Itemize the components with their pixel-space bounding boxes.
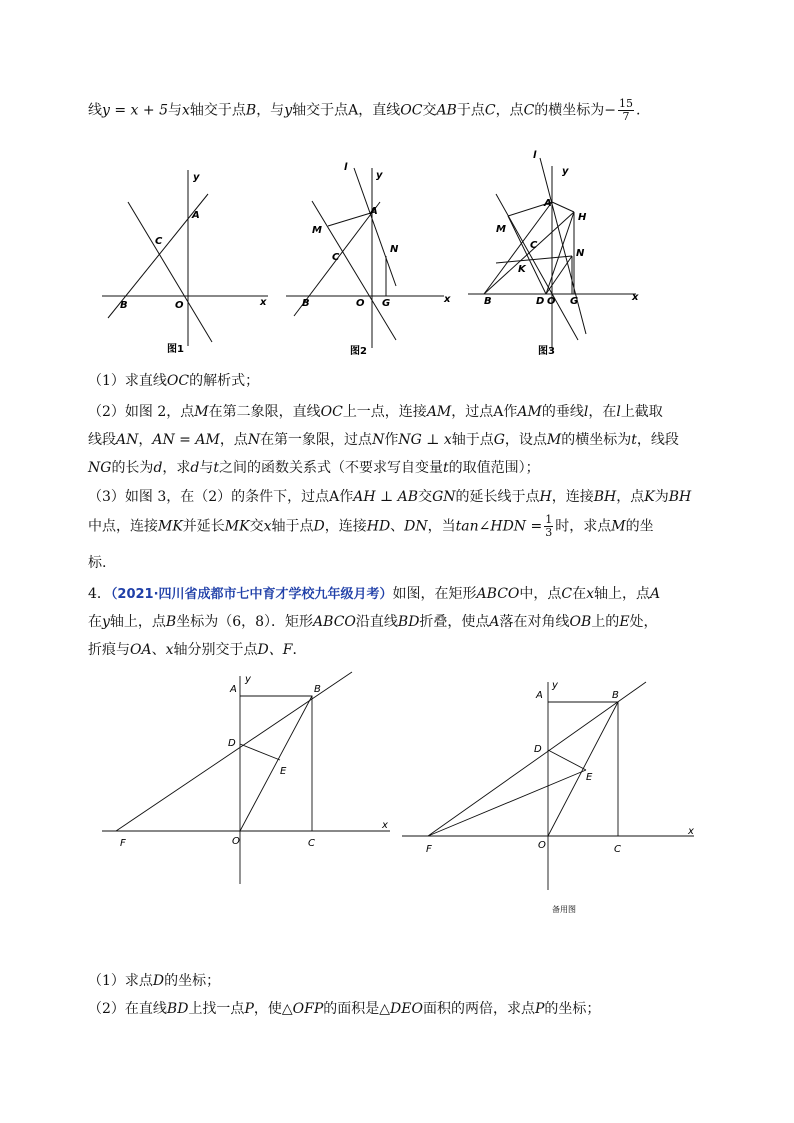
q3-part3-line1 <box>88 486 691 506</box>
label-C: C <box>530 240 538 251</box>
var: C <box>561 586 573 602</box>
text: 在第一象限，过点 <box>260 432 373 448</box>
label-l: l <box>344 162 348 173</box>
text: 上的 <box>591 614 620 630</box>
caption-fig2: 图2 <box>350 346 367 357</box>
var: E <box>619 614 630 630</box>
var: d <box>190 460 200 476</box>
text: 上一点，连接 <box>342 404 427 420</box>
var: HD <box>366 518 391 535</box>
var: l <box>616 404 621 420</box>
segment-de <box>548 750 586 770</box>
caption-backup: 备用图 <box>552 905 576 914</box>
text: （3）如图 3，在（2）的条件下，过点A作 <box>88 489 354 505</box>
label-A: A <box>536 690 543 701</box>
diagonal-ob <box>548 702 618 836</box>
label-N: N <box>390 244 399 255</box>
label-B: B <box>612 690 619 701</box>
line-l <box>354 168 396 286</box>
q4-figure-backup <box>400 676 700 916</box>
text: 轴于点 <box>451 432 494 448</box>
var: y <box>102 614 110 630</box>
label-H: H <box>578 212 587 223</box>
label-D: D <box>534 744 542 755</box>
label-x: x <box>444 294 451 305</box>
label-y: y <box>245 674 251 685</box>
text: 的取值范围）； <box>448 460 540 476</box>
var: x <box>165 642 174 658</box>
label-E: E <box>280 766 287 777</box>
var: OB <box>569 614 592 630</box>
var: M <box>611 518 626 535</box>
label-D: D <box>536 296 545 307</box>
var: AB <box>436 102 457 119</box>
text: 交 <box>422 102 437 119</box>
label-A: A <box>192 210 200 221</box>
caption-fig3: 图3 <box>538 346 555 357</box>
figure-1 <box>100 160 280 360</box>
text: 上找一点 <box>188 1001 245 1017</box>
denominator: 7 <box>622 110 630 123</box>
q4-line3 <box>88 639 306 659</box>
var: OC <box>166 373 190 389</box>
text: 的横坐标为 <box>561 432 632 448</box>
var: A <box>650 586 661 602</box>
text: ，点 <box>219 432 248 448</box>
label-x: x <box>260 297 267 308</box>
var: MK <box>224 518 250 535</box>
label-F: F <box>426 844 432 855</box>
label-E: E <box>586 772 593 783</box>
label-B: B <box>302 298 310 309</box>
text: ，直线 <box>358 102 401 119</box>
var: AM <box>426 404 452 420</box>
figure-3 <box>466 148 646 362</box>
label-F: F <box>120 838 126 849</box>
label-M: M <box>312 225 322 236</box>
intro-line <box>88 98 640 123</box>
text: ，当 <box>427 518 456 535</box>
label-C: C <box>308 838 315 849</box>
text: ，使△ <box>253 1001 293 1017</box>
var: ABCO <box>313 614 356 630</box>
text: ，线段 <box>636 432 679 448</box>
text: 于点 <box>456 102 485 119</box>
equation: AN = AM <box>152 432 220 448</box>
var: NG <box>88 460 112 476</box>
var: M <box>546 432 562 448</box>
label-M: M <box>496 224 506 235</box>
label-B: B <box>120 300 128 311</box>
text: 的长为 <box>111 460 154 476</box>
var: x <box>586 586 595 602</box>
text: 轴交于点 <box>292 102 349 119</box>
label-O: O <box>538 840 546 851</box>
label-y: y <box>552 680 558 691</box>
var: MK <box>158 518 183 535</box>
var: BD <box>166 1001 189 1017</box>
q3-part1 <box>88 370 259 390</box>
var: G <box>493 432 505 448</box>
label-G: G <box>382 298 391 309</box>
text: （2）如图 2，点 <box>88 404 195 420</box>
label-C: C <box>155 236 163 247</box>
var: D、F <box>257 642 293 658</box>
equation: y = x + 5 <box>102 102 168 119</box>
var: P <box>534 1001 545 1017</box>
text: ． <box>292 642 307 658</box>
var: OC <box>400 102 423 119</box>
caption-fig1: 图1 <box>167 344 184 355</box>
label-y: y <box>193 172 200 183</box>
line-fb <box>116 672 352 831</box>
text: 的延长线于点 <box>455 489 540 505</box>
text: 轴上，点 <box>594 586 651 602</box>
q3-part3-line2 <box>88 514 654 539</box>
var: ABCO <box>476 586 520 602</box>
var: H <box>539 489 552 505</box>
line-l <box>540 158 586 334</box>
label-O: O <box>356 298 365 309</box>
segment-de <box>240 744 280 760</box>
label-O: O <box>547 296 556 307</box>
var: x <box>263 518 272 535</box>
line-oc <box>312 201 396 340</box>
var: OC <box>320 404 343 420</box>
text: 作 <box>384 432 399 448</box>
text: ，点 <box>495 102 524 119</box>
text: ，与 <box>256 102 285 119</box>
text: 、 <box>390 518 405 535</box>
var: OFP <box>292 1001 324 1017</box>
text: 与 <box>199 460 214 476</box>
question-number: 4． <box>88 586 111 602</box>
label-D: D <box>228 738 236 749</box>
var: BH <box>593 489 617 505</box>
text: ，连接 <box>324 518 367 535</box>
figure-2 <box>284 156 464 362</box>
q4-line1 <box>88 583 660 603</box>
q3-part2-line2 <box>88 429 679 449</box>
var: y <box>284 102 293 119</box>
label-A: A <box>370 206 378 217</box>
text: ，点 <box>616 489 645 505</box>
var: C <box>484 102 496 119</box>
text: （2）在直线 <box>88 1001 167 1017</box>
label-K: K <box>518 264 526 275</box>
equation: AH ⊥ AB <box>353 489 419 505</box>
label-O: O <box>175 300 184 311</box>
label-C: C <box>332 252 340 263</box>
label-C: C <box>614 844 621 855</box>
var: t <box>213 460 220 476</box>
label-y: y <box>562 166 569 177</box>
text: （1）求直线 <box>88 373 167 389</box>
var: K <box>644 489 655 505</box>
text: 中，点 <box>519 586 562 602</box>
text: 的面积是△ <box>323 1001 391 1017</box>
label-O: O <box>232 836 240 847</box>
label-B: B <box>484 296 492 307</box>
text: ，求 <box>162 460 191 476</box>
denominator: 3 <box>545 526 553 539</box>
text: （1）求点 <box>88 973 153 989</box>
var: D <box>313 518 325 535</box>
var: D <box>152 973 165 989</box>
label-l: l <box>533 150 537 161</box>
var: l <box>583 404 589 420</box>
label-A: A <box>544 198 552 209</box>
fraction <box>618 98 634 123</box>
q3-part3-line3: 标. <box>88 555 107 571</box>
var: t <box>631 432 637 448</box>
text: 轴分别交于点 <box>173 642 258 658</box>
numerator: 15 <box>619 97 634 110</box>
text: 的坐标； <box>544 1001 601 1017</box>
text: 沿直线 <box>355 614 398 630</box>
text: 中点，连接 <box>88 518 158 535</box>
minus-sign: − <box>604 102 617 119</box>
q3-part2-line1 <box>88 401 663 421</box>
text: 的解析式； <box>189 373 260 389</box>
text: 折叠，使点 <box>419 614 490 630</box>
label-x: x <box>382 820 388 831</box>
segment-ah <box>552 202 574 212</box>
text: 在第二象限，直线 <box>208 404 321 420</box>
segment-dn <box>546 256 572 294</box>
var: BD <box>397 614 420 630</box>
var: M <box>194 404 209 420</box>
text: 为 <box>654 489 669 505</box>
text: 交 <box>418 489 433 505</box>
text: 线段 <box>88 432 116 448</box>
text: 的坐标； <box>164 973 221 989</box>
diagonal-ob <box>240 696 312 831</box>
var: d <box>153 460 163 476</box>
var: P <box>244 1001 254 1017</box>
var: B <box>245 102 257 119</box>
text: 之间的函数关系式（不要求写自变量 <box>219 460 444 476</box>
var: AM <box>517 404 542 420</box>
var: t <box>443 460 449 476</box>
text: 的横坐标为 <box>534 102 605 119</box>
equation: NG ⊥ x <box>398 432 452 448</box>
label-B: B <box>314 684 321 695</box>
text: 交 <box>249 518 264 535</box>
segment-mkd <box>508 216 546 294</box>
text: 处， <box>629 614 658 630</box>
label-N: N <box>576 248 585 259</box>
text: ， <box>138 432 153 448</box>
label-x: x <box>632 292 639 303</box>
var: A <box>489 614 500 630</box>
text: 在 <box>572 586 587 602</box>
text: 的垂线 <box>541 404 584 420</box>
text: ，连接 <box>551 489 594 505</box>
text: 上截取 <box>620 404 663 420</box>
q3-part2-line3 <box>88 457 540 477</box>
text: ，设点 <box>504 432 547 448</box>
line-oc <box>128 202 212 342</box>
text: 轴上，点 <box>109 614 166 630</box>
text: 时，求点 <box>555 518 612 535</box>
text: 落在对角线 <box>499 614 570 630</box>
text: 轴交于点 <box>189 102 246 119</box>
text: 的坐 <box>625 518 654 535</box>
text: 在 <box>88 614 102 630</box>
text: 线 <box>88 102 102 119</box>
label-G: G <box>570 296 579 307</box>
source-label: （2021·四川省成都市七中育才学校九年级月考） <box>110 587 393 602</box>
var: C <box>523 102 535 119</box>
numerator: 1 <box>545 513 553 526</box>
text: 折痕与 <box>88 642 130 658</box>
var: DN <box>404 518 428 535</box>
line-fb <box>428 682 646 836</box>
text: 并延长 <box>182 518 225 535</box>
var: AN <box>116 432 139 448</box>
q4-line2 <box>88 611 658 631</box>
var: A <box>348 102 359 119</box>
var: N <box>372 432 385 448</box>
var: BH <box>668 489 692 505</box>
text: 轴于点 <box>271 518 314 535</box>
text: ，过点A作 <box>451 404 518 420</box>
label-x: x <box>688 826 694 837</box>
text: 如图，在矩形 <box>392 586 477 602</box>
text: ，在 <box>588 404 617 420</box>
var: N <box>247 432 261 448</box>
line-ab <box>484 202 552 294</box>
var: GN <box>432 489 456 505</box>
var: B <box>165 614 177 630</box>
equation: tan∠HDN = <box>455 518 543 535</box>
label-A: A <box>230 684 237 695</box>
text: 、 <box>151 642 166 658</box>
text: 坐标为（6，8）．矩形 <box>176 614 314 630</box>
q4-part1 <box>88 970 220 990</box>
var: DEO <box>390 1001 423 1017</box>
var: OA <box>130 642 152 658</box>
text: 与 <box>167 102 182 119</box>
q4-figure-main <box>100 668 396 888</box>
fraction <box>544 514 553 539</box>
label-y: y <box>376 170 383 181</box>
text: . <box>636 102 641 119</box>
q4-part2 <box>88 998 600 1018</box>
var: x <box>181 102 190 119</box>
text: 面积的两倍，求点 <box>422 1001 535 1017</box>
